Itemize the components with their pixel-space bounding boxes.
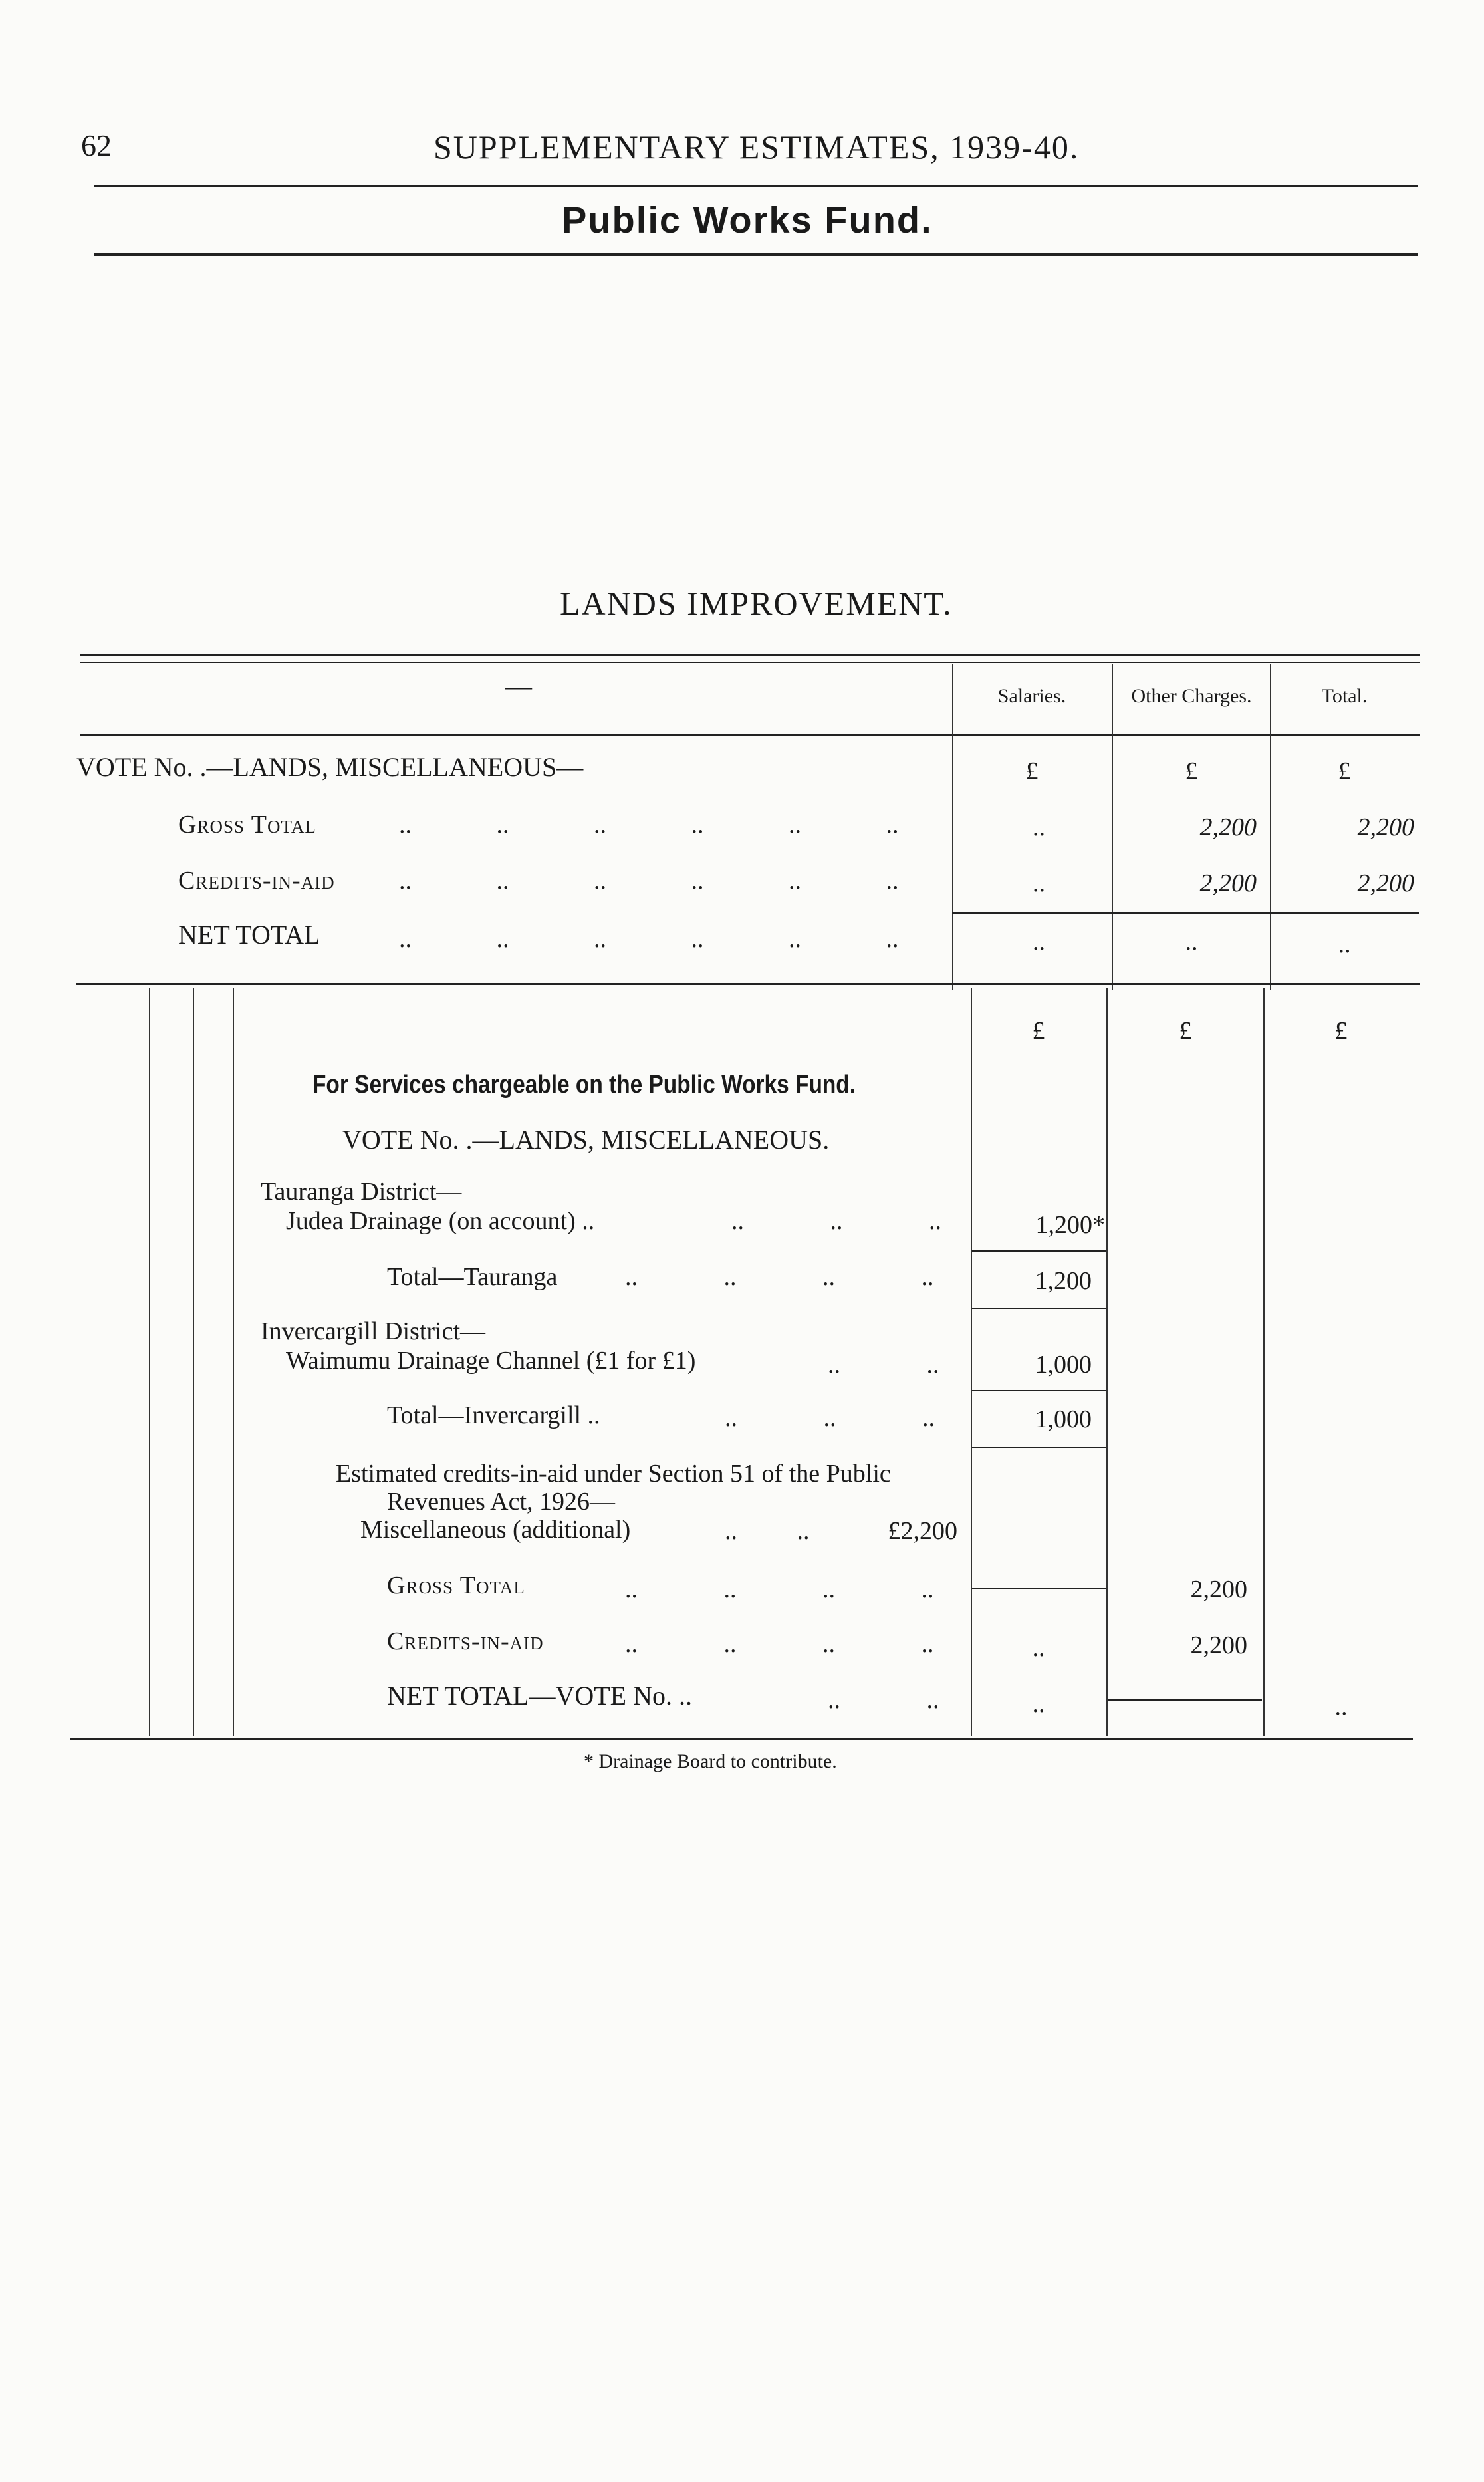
summary-currency-total: £	[1338, 758, 1351, 785]
detail-currency-salaries: £	[1032, 1017, 1045, 1045]
summary-row-label: NET TOTAL	[178, 920, 320, 950]
detail-rule-left-3	[233, 988, 234, 1736]
detail-credits-label: Credits-in-aid	[387, 1627, 544, 1655]
page-number: 62	[81, 128, 112, 162]
summary-top-rule	[80, 654, 1420, 656]
leader-dots: .. ..	[828, 1351, 939, 1379]
fund-title: Public Works Fund.	[562, 199, 933, 241]
leader-dots: .. .. ..	[731, 1207, 941, 1235]
detail-net-total-salaries: ..	[1032, 1690, 1045, 1718]
summary-vote-heading: VOTE No. .—LANDS, MISCELLANEOUS—	[76, 752, 584, 782]
summary-subtotal-rule	[952, 912, 1419, 914]
invercargill-item-value: 1,000	[1035, 1351, 1092, 1379]
tauranga-district: Tauranga District—	[261, 1178, 462, 1206]
credits-total-rule	[1108, 1699, 1262, 1701]
tauranga-item-value: 1,200*	[1035, 1211, 1105, 1239]
detail-credits-other: 2,200	[1190, 1631, 1247, 1659]
tauranga-total-value: 1,200	[1035, 1267, 1092, 1295]
col-header-other-charges: Other Charges.	[1131, 685, 1252, 707]
tauranga-total-rule	[972, 1308, 1106, 1309]
running-title: SUPPLEMENTARY ESTIMATES, 1939-40.	[433, 128, 1080, 166]
summary-bottom-rule	[76, 983, 1420, 985]
summary-row-other: 2,200	[1199, 869, 1257, 897]
credits-note-line3: Miscellaneous (additional)	[360, 1516, 631, 1544]
invercargill-total-value: 1,000	[1035, 1405, 1092, 1433]
summary-row-salaries: ..	[1033, 813, 1045, 841]
footnote: * Drainage Board to contribute.	[584, 1750, 837, 1772]
tauranga-total-label: Total—Tauranga	[387, 1263, 558, 1291]
leader-dots: .. .. .. .. .. ..	[399, 925, 899, 953]
detail-gross-total-other: 2,200	[1190, 1576, 1247, 1603]
summary-row-total: 2,200	[1357, 813, 1414, 841]
detail-gross-total-label: Gross Total	[387, 1572, 525, 1599]
detail-bottom-rule	[70, 1738, 1413, 1740]
gross-total-rule	[972, 1588, 1106, 1589]
detail-net-total-total: ..	[1334, 1693, 1348, 1721]
summary-row-total: 2,200	[1357, 869, 1414, 897]
credits-note-line1: Estimated credits-in-aid under Section 51 of the Public	[336, 1460, 891, 1488]
summary-header-rule	[80, 734, 1420, 736]
detail-rule-other	[1106, 988, 1108, 1736]
col-header-salaries: Salaries.	[997, 685, 1066, 707]
summary-row-salaries: ..	[1033, 928, 1045, 956]
detail-rule-total	[1263, 988, 1265, 1736]
invercargill-district: Invercargill District—	[261, 1317, 486, 1345]
credits-note-amount: £2,200	[888, 1517, 957, 1545]
leader-dots: .. ..	[725, 1517, 810, 1545]
summary-row-total: ..	[1338, 930, 1351, 958]
detail-rule-left-2	[193, 988, 194, 1736]
detail-credits-salaries: ..	[1032, 1634, 1045, 1662]
tauranga-item: Judea Drainage (on account) ..	[286, 1207, 595, 1235]
summary-currency-salaries: £	[1025, 758, 1039, 785]
header-rule	[94, 185, 1418, 187]
subtitle-rule	[94, 253, 1418, 256]
summary-currency-other: £	[1185, 758, 1198, 785]
detail-currency-total: £	[1334, 1017, 1348, 1045]
invercargill-total-label: Total—Invercargill ..	[387, 1401, 600, 1429]
detail-rule-left-1	[149, 988, 150, 1736]
col-header-total: Total.	[1321, 685, 1368, 707]
summary-top-rule-inner	[80, 662, 1420, 663]
detail-vote-heading: VOTE No. .—LANDS, MISCELLANEOUS.	[342, 1125, 830, 1155]
leader-dots: .. .. .. ..	[625, 1263, 934, 1291]
stub-header: —	[505, 671, 532, 701]
leader-dots: .. .. .. ..	[625, 1576, 934, 1603]
section-title: LANDS IMPROVEMENT.	[560, 585, 953, 622]
summary-row-salaries: ..	[1033, 869, 1045, 897]
invercargill-subtotal-rule	[972, 1390, 1106, 1391]
credits-note-line2: Revenues Act, 1926—	[387, 1488, 616, 1516]
detail-currency-other: £	[1179, 1017, 1192, 1045]
tauranga-subtotal-rule	[972, 1250, 1106, 1252]
summary-row-other: 2,200	[1199, 813, 1257, 841]
detail-heading: For Services chargeable on the Public Works Fund.	[312, 1071, 856, 1099]
leader-dots: .. .. .. .. .. ..	[399, 811, 899, 839]
leader-dots: .. ..	[828, 1686, 939, 1714]
leader-dots: .. .. ..	[725, 1404, 935, 1432]
leader-dots: .. .. .. .. .. ..	[399, 867, 899, 895]
detail-net-total-label: NET TOTAL—VOTE No. ..	[387, 1681, 692, 1711]
summary-row-label: Credits-in-aid	[178, 867, 335, 895]
leader-dots: .. .. .. ..	[625, 1630, 934, 1658]
summary-row-label: Gross Total	[178, 811, 316, 839]
summary-row-other: ..	[1185, 928, 1198, 956]
invercargill-total-rule	[972, 1447, 1106, 1448]
invercargill-item: Waimumu Drainage Channel (£1 for £1)	[286, 1347, 696, 1375]
